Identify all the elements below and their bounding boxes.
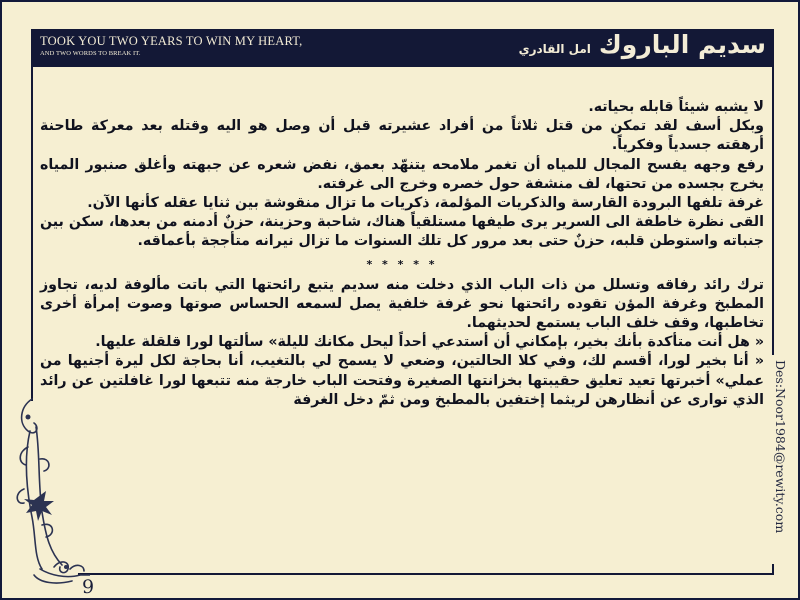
floral-ornament-icon [10, 397, 90, 587]
page-number: 9 [82, 576, 95, 598]
arabic-title-group [519, 30, 766, 59]
designer-credit: Des:Noor1984@rewity.com [773, 360, 788, 534]
paragraph: وبكل أسف لقد تمكن من قتل ثلاثاً من أفراد عشيرته قبل أن وصل هو اليه وقتله بعد معركة طاحنة أرهقته جسدياً وفكرياً. [40, 118, 764, 154]
paragraph: ترك رائد رفاقه وتسلل من ذات الباب الذي دخلت منه سديم يتبع رائحتها التي باتت مألوفة لديه، تجاوز المطبخ وغرفة المؤن تقوده رائحتها نحو غرفة خلفية يصل لسمعه الحساس صوتها وصوت إمرأة أخرى تخاطبها، وقف خلف الباب يستمع لحديثهما. [40, 276, 764, 332]
english-title: TOOK YOU TWO YEARS TO WIN MY HEART, [40, 34, 303, 48]
section-separator: * * * * * [366, 257, 438, 271]
paragraph: القى نظرة خاطفة الى السرير يرى طيفها مستلقياً هناك، شاحبة وحزينة، حزنٌ أدمنه من بعدها، سكن بين جنباته واستوطن قلبه، حزنٌ حتى بعد مرور كل تلك السنوات ما تزال نيرانه متأججة بأعماقه. [40, 214, 764, 250]
frame-bottom-line [78, 573, 774, 575]
paragraph: لا يشبه شيئاً قابله بحياته. [588, 99, 764, 115]
novel-title: سديم الباروك [598, 30, 766, 59]
paragraph: رفع وجهه يفسح المجال للمياه أن تغمر ملامحه يتنهّد بعمق، نفض شعره عن جبهته وأغلق صنبور المياه يخرج بجسده من تحتها، لف منشفة حول خصره وخرج الى غرفته. [40, 156, 764, 192]
page [2, 2, 798, 598]
english-subtitle: AND TWO WORDS TO BREAK IT. [40, 50, 141, 57]
story-body [40, 98, 764, 410]
paragraph: « هل أنت متأكدة بأنك بخير، بإمكاني أن أستدعي أحداً ليحل مكانك لليلة» سألتها لورا قلقلة عليها. [95, 334, 764, 351]
frame-right-line [772, 65, 774, 355]
author-name: امل القادري [518, 42, 591, 56]
frame-left-line [31, 65, 33, 401]
paragraph: « أنا بخير لورا، أقسم لك، وفي كلا الحالتين، وضعي لا يسمح لي بالتغيب، أنا بحاجة لكل ليرة أجنيها من عملي» أخبرتها تعيد تعليق حقيبتها بخزانتها الصغيرة وفتحت الباب خارجة منه تتبعها لورا غافلتين عن رائد الذي توارى عن أنظارهن لريثما إختفين بالمطبخ ومن ثمّ دخل الغرفة [40, 353, 764, 408]
paragraph: غرفة تلفها البرودة القارسة والذكريات المؤلمة، ذكريات ما تزال منقوشة بين ثنايا عقله كأنها الآن. [87, 195, 764, 212]
header-banner [31, 29, 774, 67]
